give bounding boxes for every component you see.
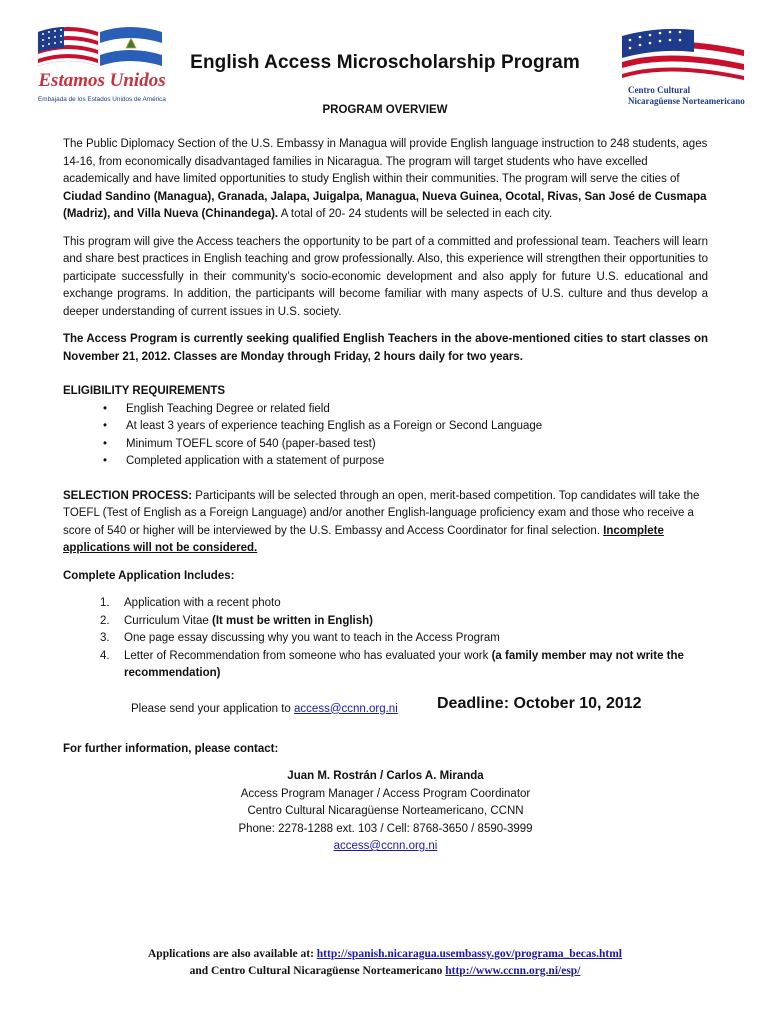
logo-left-caption: Embajada de los Estados Unidos de América — [38, 96, 166, 103]
application-item-number: 2. — [100, 614, 110, 627]
selection-paragraph — [63, 488, 708, 558]
overview-p3-text: The Access Program is currently seeking qualified English Teachers in the above-mentioned cities to start classes on November 21, 2012. Classes are Monday through Friday, 2 hours daily for two years. — [63, 333, 708, 363]
selection-label: SELECTION PROCESS: — [63, 489, 193, 502]
eligibility-item: • English Teaching Degree or related field — [86, 401, 708, 419]
eligibility-heading — [63, 383, 708, 401]
overview-paragraph-3 — [63, 331, 708, 366]
ccnn-website-link[interactable]: http://www.ccnn.org.ni/esp/ — [445, 965, 581, 977]
overview-p1-end: A total of 20- 24 students will be selected in each city. — [278, 208, 553, 220]
overview-p1-cities: Ciudad Sandino (Managua), Granada, Jalapa, Juigalpa, Managua, Nueva Guinea, Ocotal, Rivas, San José de Cusmapa (Madriz), and Villa Nueva (Chinandega). — [63, 190, 707, 220]
footer-line-1 — [0, 946, 770, 963]
ccnn-line2-text: Nicaragüense Norteamericano — [628, 96, 745, 106]
application-item-text: Letter of Recommendation from someone who has evaluated your work — [124, 649, 492, 662]
eligibility-item: • At least 3 years of experience teaching English as a Foreign or Second Language — [86, 418, 708, 436]
contact-block — [63, 768, 708, 856]
send-label: Please send your application to — [131, 702, 295, 715]
logo-left-text: Estamos Unidos — [38, 70, 166, 91]
footer — [0, 946, 770, 980]
footer-line1-text: Applications are also available at: — [148, 948, 317, 960]
selection-text: Participants will be selected through an open, merit-based competition. Top candidates will take the TOEFL (Test of English as a Foreign Language) and/or another English-language proficiency exam and those who receive a score of 540 or higher will be interviewed by the U.S. Embassy and Access Coordinator for final selection. — [63, 489, 700, 537]
contact-roles: Access Program Manager / Access Program Coordinator — [240, 787, 531, 800]
ccnn-line1-text: Centro Cultural — [628, 85, 691, 95]
contact-org: Centro Cultural Nicaragüense Norteamericano, CCNN — [247, 805, 524, 817]
deadline-text: Deadline: October 10, 2012 — [437, 694, 642, 712]
eligibility-list — [63, 401, 708, 471]
application-item-number: 4. — [100, 649, 110, 662]
application-item — [100, 613, 708, 631]
send-application-row — [63, 695, 708, 719]
application-list — [63, 595, 708, 683]
embassy-becas-link[interactable]: http://spanish.nicaragua.usembassy.gov/programa_becas.html — [316, 948, 622, 960]
application-item — [100, 648, 708, 683]
eligibility-item: • Completed application with a statement of purpose — [86, 453, 708, 471]
contact-names-text: Juan M. Rostrán / Carlos A. Miranda — [287, 770, 484, 782]
contact-email-link[interactable]: access@ccnn.org.ni — [333, 840, 438, 852]
document-body — [63, 136, 708, 856]
eligibility-item: • Minimum TOEFL score of 540 (paper-based test) — [86, 436, 708, 454]
application-item-bold: (It must be written in English) — [212, 614, 373, 627]
application-item-bold: (a family member may not write the recommendation) — [124, 649, 684, 679]
footer-line-2 — [0, 963, 770, 980]
overview-paragraph-2: This program will give the Access teachers the opportunity to be part of a committed and professional team. Teachers will learn and share best practices in English teaching and grow professionally. Also, this experience will strengthen their opportunities to participate successfully in their community’s socio-economic development and also apply for future U.S. educational and exchange programs. In addition, the participants will become familiar with many aspects of U.S. culture and thus develop a deeper understanding of current issues in U.S. society. — [63, 235, 708, 318]
footer-line2-text: and Centro Cultural Nicaragüense Norteamericano — [189, 965, 446, 977]
contact-heading — [63, 741, 708, 759]
overview-paragraph-1 — [63, 136, 708, 224]
application-heading — [63, 568, 708, 586]
application-heading-text: Complete Application Includes: — [63, 569, 235, 582]
contact-heading-text: For further information, please contact: — [63, 742, 279, 755]
application-email-link[interactable]: access@ccnn.org.ni — [294, 702, 398, 715]
selection-warning: Incomplete applications will not be considered. — [63, 524, 664, 554]
document-subtitle: PROGRAM OVERVIEW — [322, 104, 448, 116]
send-application-text — [131, 701, 398, 719]
overview-p1-intro: The Public Diplomacy Section of the U.S. Embassy in Managua will provide English language instruction to 248 students, ages 14-16, from economically disadvantaged families in Nicaragua. The program will target students who have excelled academically and have limited opportunities to study English within their communities. The program will serve the cities of — [63, 138, 708, 185]
contact-phone: Phone: 2278-1288 ext. 103 / Cell: 8768-3650 / 8590-3999 — [238, 822, 533, 835]
application-item-text: One page essay discussing why you want to teach in the Access Program — [124, 632, 500, 644]
application-item-number: 1. — [100, 597, 110, 609]
eligibility-heading-text: ELIGIBILITY REQUIREMENTS — [63, 385, 226, 397]
application-item — [100, 595, 708, 613]
application-item-number: 3. — [100, 632, 110, 644]
application-item — [100, 630, 708, 648]
document-title: English Access Microscholarship Program — [190, 52, 580, 73]
application-item-text: Application with a recent photo — [124, 597, 281, 609]
application-item-text: Curriculum Vitae — [124, 614, 212, 627]
contact-names — [63, 768, 708, 786]
